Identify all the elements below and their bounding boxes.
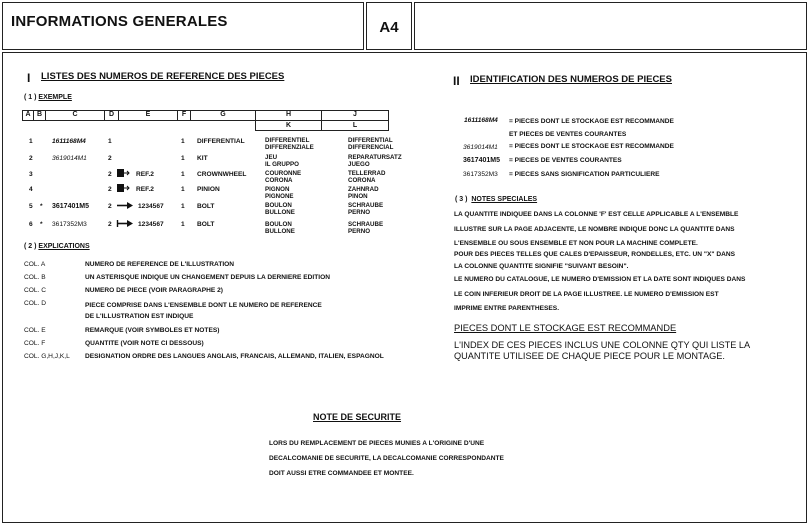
row-desc-en: BOLT bbox=[197, 203, 215, 210]
row-qty: 1 bbox=[181, 171, 185, 178]
arrow-bar-right-icon bbox=[116, 219, 134, 228]
explication-text: DESIGNATION ORDRE DES LANGUES ANGLAIS, FRANCAIS, ALLEMAND, ITALIEN, ESPAGNOL bbox=[85, 353, 384, 360]
id-description: = PIECES SANS SIGNIFICATION PARTICULIERE bbox=[509, 171, 660, 178]
notes-paragraph-1: LA QUANTITE INDIQUEE DANS LA COLONNE 'F' EST CELLE APPLICABLE A L'ENSEMBLE ILLUSTRE SUR LA PAGE ADJACENTE, LE NOMBRE INDIQUE DONC LA QUANTITE DANS L'ENSEMBLE OU SOUS ENSEMBLE ET NON POUR LA MACHINE COMPLETE. bbox=[454, 211, 739, 247]
row-change-asterisk: * bbox=[40, 203, 43, 210]
page-code: A4 bbox=[379, 19, 399, 36]
col-header-c: C bbox=[72, 111, 78, 118]
explications-label: ( 2 ) EXPLICATIONS bbox=[24, 243, 90, 250]
table-header-divider bbox=[22, 120, 389, 121]
row-qty: 1 bbox=[181, 138, 185, 145]
example-label: ( 1 ) EXEMPLE bbox=[24, 94, 72, 101]
row-part-number: 3617352M3 bbox=[52, 221, 87, 228]
table-subheader-divider bbox=[255, 130, 389, 131]
row-ref: 2 bbox=[29, 155, 33, 162]
row-remark: REF.2 bbox=[136, 171, 154, 178]
col-header-b: B bbox=[36, 111, 43, 118]
col-header-a: A bbox=[25, 111, 31, 118]
explication-col: COL. C bbox=[24, 287, 46, 294]
row-ref: 4 bbox=[29, 186, 33, 193]
row-qty: 1 bbox=[181, 203, 185, 210]
row-level: 2 bbox=[108, 186, 112, 193]
example-title: EXEMPLE bbox=[38, 94, 72, 101]
row-ref: 1 bbox=[29, 138, 33, 145]
explication-col: COL. A bbox=[24, 261, 46, 268]
explication-col: COL. F bbox=[24, 340, 46, 347]
row-desc-fr-it: BOULON BULLONE bbox=[265, 202, 295, 216]
row-change-asterisk: * bbox=[40, 221, 43, 228]
table-vline bbox=[388, 110, 389, 131]
row-part-number: 1611168M4 bbox=[52, 138, 86, 145]
row-desc-de-es: SCHRAUBE PERNO bbox=[348, 202, 384, 216]
explication-col: COL. B bbox=[24, 274, 46, 281]
section1-roman: I bbox=[27, 71, 31, 85]
section2-title: IDENTIFICATION DES NUMEROS DE PIECES bbox=[470, 74, 672, 85]
row-desc-en: PINION bbox=[197, 186, 220, 193]
row-level: 2 bbox=[108, 221, 112, 228]
row-desc-fr-it: JEU IL GRUPPO bbox=[265, 154, 299, 168]
section2-roman: II bbox=[453, 74, 460, 88]
row-desc-de-es: DIFFERENTIAL DIFFERENCIAL bbox=[348, 137, 394, 151]
id-part-number: 3619014M1 bbox=[463, 144, 498, 151]
row-desc-de-es: REPARATURSATZ JUEGO bbox=[348, 154, 402, 168]
id-description: = PIECES DE VENTES COURANTES bbox=[509, 157, 622, 164]
page-title: INFORMATIONS GENERALES bbox=[11, 13, 228, 30]
row-desc-fr-it: BOULON BULLONE bbox=[265, 221, 295, 235]
explication-text: NUMERO DE REFERENCE DE L'ILLUSTRATION bbox=[85, 261, 235, 268]
section1-title: LISTES DES NUMEROS DE REFERENCE DES PIECES bbox=[41, 71, 285, 82]
col-header-h: H bbox=[285, 111, 292, 118]
security-text: LORS DU REMPLACEMENT DE PIECES MUNIES A L'ORIGINE D'UNE DECALCOMANIE DE SECURITE, LA DECALCOMANIE CORRESPONDANTE DOIT AUSSI ETRE COMMANDEE ET MONTEE. bbox=[269, 440, 504, 477]
row-desc-de-es: SCHRAUBE PERNO bbox=[348, 221, 384, 235]
assembly-pointer-icon bbox=[116, 168, 130, 179]
col-header-k: K bbox=[285, 122, 292, 129]
stock-text: L'INDEX DE CES PIECES INCLUS UNE COLONNE QTY QUI LISTE LA QUANTITE UTILISEE DE CHAQUE PIECE POUR LE MONTAGE. bbox=[454, 340, 751, 361]
row-level: 2 bbox=[108, 171, 112, 178]
arrow-right-icon bbox=[116, 201, 134, 210]
row-part-number: 3617401M5 bbox=[52, 203, 89, 210]
col-header-l: L bbox=[352, 122, 358, 129]
row-desc-en: CROWNWHEEL bbox=[197, 171, 247, 178]
row-desc-fr-it: DIFFERENTIEL DIFFERENZIALE bbox=[265, 137, 314, 151]
notes-title: NOTES SPECIALES bbox=[471, 196, 538, 203]
row-desc-de-es: TELLERRAD CORONA bbox=[348, 170, 386, 184]
explication-text: PIECE COMPRISE DANS L'ENSEMBLE DONT LE NUMERO DE REFERENCE DE L'ILLUSTRATION EST INDIQUE bbox=[85, 302, 322, 320]
row-ref: 6 bbox=[29, 221, 33, 228]
row-remark: 1234567 bbox=[138, 203, 164, 210]
row-desc-en: DIFFERENTIAL bbox=[197, 138, 245, 145]
row-qty: 1 bbox=[181, 155, 185, 162]
explication-text: QUANTITE (VOIR NOTE CI DESSOUS) bbox=[85, 340, 204, 347]
row-desc-de-es: ZAHNRAD PINON bbox=[348, 186, 379, 200]
id-part-number: 3617352M3 bbox=[463, 171, 498, 178]
explication-text: REMARQUE (VOIR SYMBOLES ET NOTES) bbox=[85, 327, 220, 334]
row-remark: REF.2 bbox=[136, 186, 154, 193]
notes-paragraph-2: POUR DES PIECES TELLES QUE CALES D'EPAISSEUR, RONDELLES, ETC. UN "X" DANS LA COLONNE QUANTITE SIGNIFIE "SUIVANT BESOIN". bbox=[454, 251, 736, 270]
id-description: = PIECES DONT LE STOCKAGE EST RECOMMANDE ET PIECES DE VENTES COURANTES bbox=[509, 118, 674, 138]
explication-col: COL. E bbox=[24, 327, 46, 334]
row-ref: 3 bbox=[29, 171, 33, 178]
explication-col: COL. G,H,J,K,L bbox=[24, 353, 70, 360]
col-header-j: J bbox=[353, 111, 357, 118]
col-header-g: G bbox=[220, 111, 226, 118]
id-part-number: 3617401M5 bbox=[463, 157, 500, 164]
row-qty: 1 bbox=[181, 221, 185, 228]
id-description: = PIECES DONT LE STOCKAGE EST RECOMMANDE bbox=[509, 143, 674, 150]
header-blank-box bbox=[414, 2, 807, 50]
explication-col: COL. D bbox=[24, 300, 46, 307]
row-level: 2 bbox=[108, 155, 112, 162]
header-code-box bbox=[366, 2, 412, 50]
security-title: NOTE DE SECURITE bbox=[313, 412, 402, 422]
row-remark: 1234567 bbox=[138, 221, 164, 228]
row-level: 1 bbox=[108, 138, 112, 145]
assembly-pointer-icon bbox=[116, 183, 130, 194]
explication-text: NUMERO DE PIECE (VOIR PARAGRAPHE 2) bbox=[85, 287, 223, 294]
explications-title: EXPLICATIONS bbox=[38, 243, 90, 250]
explication-text: UN ASTERISQUE INDIQUE UN CHANGEMENT DEPUIS LA DERNIERE EDITION bbox=[85, 274, 330, 281]
row-qty: 1 bbox=[181, 186, 185, 193]
id-part-number: 1611168M4 bbox=[464, 117, 498, 124]
col-header-d: D bbox=[108, 111, 115, 118]
row-desc-en: KIT bbox=[197, 155, 208, 162]
row-part-number: 3619014M1 bbox=[52, 155, 87, 162]
notes-paragraph-3: LE NUMERO DU CATALOGUE, LE NUMERO D'EMISSION ET LA DATE SONT INDIQUES DANS LE COIN INFERIEUR DROIT DE LA PAGE ILLUSTREE. LE NUMERO D'EMISSION EST IMPRIME ENTRE PARENTHESES. bbox=[454, 276, 746, 312]
col-header-f: F bbox=[181, 111, 187, 118]
stock-title: PIECES DONT LE STOCKAGE EST RECOMMANDE bbox=[454, 323, 677, 333]
notes-label: ( 3 ) NOTES SPECIALES bbox=[455, 196, 538, 203]
row-desc-fr-it: PIGNON PIGNONE bbox=[265, 186, 294, 200]
row-desc-en: BOLT bbox=[197, 221, 215, 228]
row-desc-fr-it: COURONNE CORONA bbox=[265, 170, 302, 184]
header-title-box bbox=[2, 2, 364, 50]
row-level: 2 bbox=[108, 203, 112, 210]
col-header-e: E bbox=[145, 111, 151, 118]
row-ref: 5 bbox=[29, 203, 33, 210]
